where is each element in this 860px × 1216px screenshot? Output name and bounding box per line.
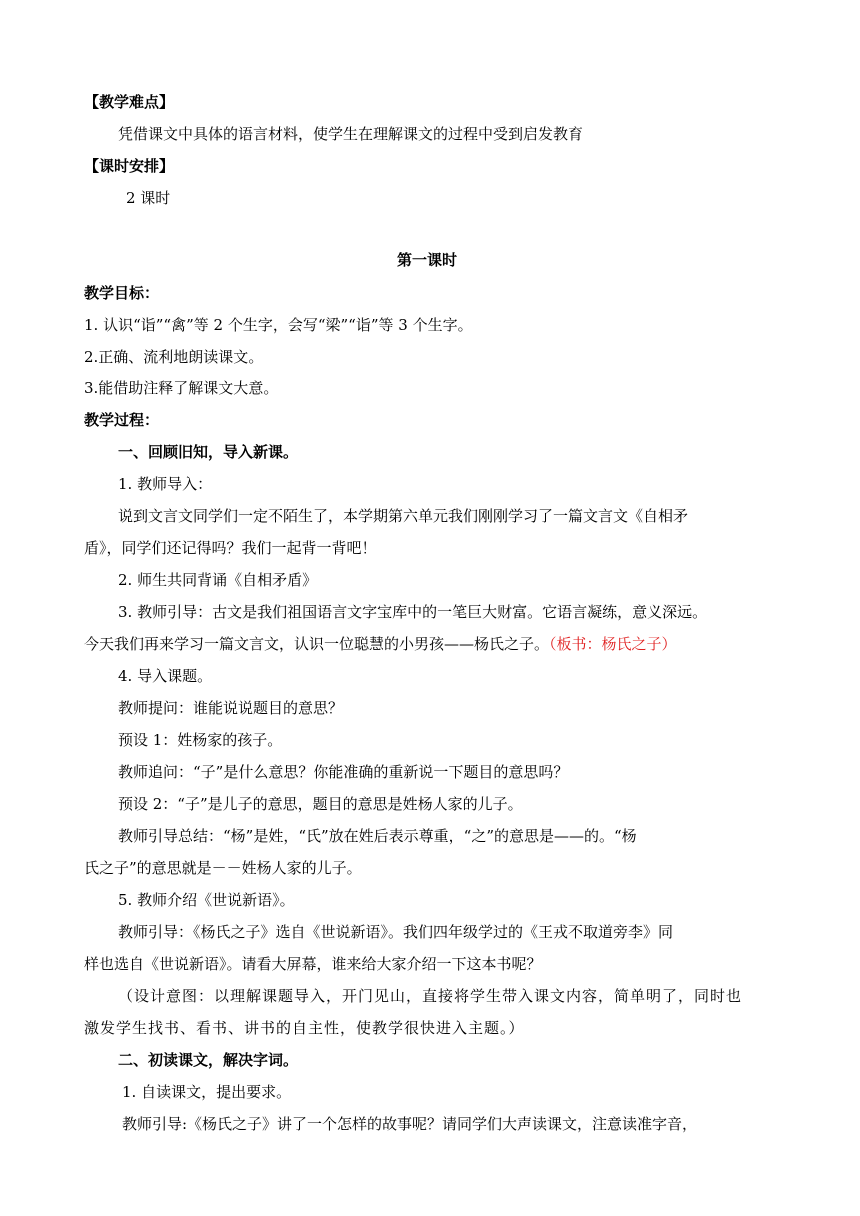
paragraph-line: 样也选自《世说新语》。请看大屏幕，谁来给大家介绍一下这本书呢？ [84,955,542,973]
paragraph-line: 教师引导：《杨氏之子》选自《世说新语》。我们四年级学过的《王戎不取道旁李》同 [118,923,674,941]
paragraph-line: 教师提问：谁能说说题目的意思？ [118,699,344,717]
step-text: 1. 教师导入： [118,475,213,493]
paragraph-line [84,634,677,654]
section-heading: 一、回顾旧知，导入新课。 [118,443,299,461]
paragraph-line: 教师引导:《杨氏之子》讲了一个怎样的故事呢？请同学们大声读课文，注意读准字音， [122,1115,698,1133]
goal-item: 1. 认识“诣”“禽”等 2 个生字，会写“梁”“诣”等 3 个生字。 [84,316,473,334]
difficulty-heading: 【教学难点】 [84,93,175,111]
process-heading: 教学过程： [84,411,160,429]
goal-item: 3.能借助注释了解课文大意。 [84,379,279,397]
design-note: 激发学生找书、看书、讲书的自主性，使教学很快进入主题。） [84,1019,525,1037]
paragraph-line: 说到文言文同学们一定不陌生了，本学期第六单元我们刚刚学习了一篇文言文《自相矛 [118,507,689,525]
paragraph-line: 氏之子”的意思就是－－姓杨人家的儿子。 [84,859,362,877]
step-text: 5. 教师介绍《世说新语》。 [118,891,295,909]
paragraph-line: 教师追问：“子”是什么意思？你能准确的重新说一下题目的意思吗？ [118,763,569,781]
step-text: 2. 师生共同背诵《自相矛盾》 [118,571,318,589]
paragraph-line: 3. 教师引导：古文是我们祖国语言文字宝库中的一笔巨大财富。它语言凝练，意义深远。 [118,603,708,621]
paragraph-text: 今天我们再来学习一篇文言文，认识一位聪慧的小男孩——杨氏之子。 [84,635,550,653]
section-heading: 二、初读课文，解决字词。 [118,1051,299,1069]
board-note: （板书：杨氏之子） [549,635,677,653]
schedule-heading: 【课时安排】 [84,157,175,175]
goals-heading: 教学目标： [84,284,160,302]
schedule-text: 2 课时 [126,189,171,207]
paragraph-line: 预设 2：“子”是儿子的意思，题目的意思是姓杨人家的儿子。 [118,795,523,813]
goal-item: 2.正确、流利地朗读课文。 [84,348,264,366]
paragraph-line: 教师引导总结：“杨”是姓，“氏”放在姓后表示尊重，“之”的意思是——的。“杨 [118,827,637,845]
step-text: 4. 导入课题。 [118,667,213,685]
design-note: （设计意图：以理解课题导入，开门见山，直接将学生带入课文内容，简单明了，同时也 [118,987,743,1005]
paragraph-line: 预设 1：姓杨家的孩子。 [118,731,283,749]
step-text: 1. 自读课文，提出要求。 [122,1083,292,1101]
lesson-title: 第一课时 [397,251,458,269]
paragraph-line: 盾》，同学们还记得吗？我们一起背一背吧！ [84,539,377,557]
difficulty-text: 凭借课文中具体的语言材料，使学生在理解课文的过程中受到启发教育 [118,125,584,143]
